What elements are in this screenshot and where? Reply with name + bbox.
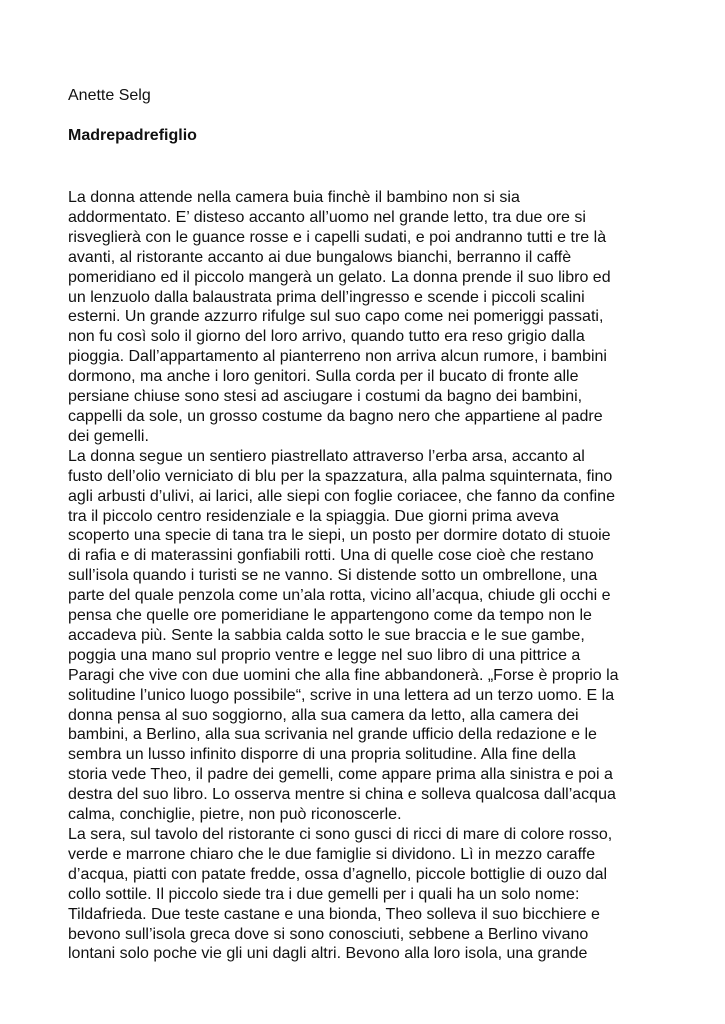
document-page	[68, 86, 668, 964]
text-line: bevono sull’isola greca dove si sono conosciuti, sebbene a Berlino vivano	[68, 925, 589, 943]
text-line: agli arbusti d’ulivi, ai larici, alle siepi con foglie coriacee, che fanno da confine	[68, 487, 615, 505]
text-line: donna pensa al suo soggiorno, alla sua camera da letto, alla camera dei	[68, 706, 579, 724]
text-line: solitudine l’unico luogo possibile“, scrive in una lettera ad un terzo uomo. E la	[68, 686, 615, 704]
document-title: Madrepadrefiglio	[68, 127, 197, 144]
text-line: avanti, al ristorante accanto ai due bungalows bianchi, berranno il caffè	[68, 248, 572, 266]
text-line: poggia una mano sul proprio ventre e legge nel suo libro di una pittrice a	[68, 646, 581, 664]
text-line: storia vede Theo, il padre dei gemelli, come appare prima alla sinistra e poi a	[68, 766, 613, 784]
text-line: Paragi che vive con due uomini che alla fine abbandonerà. „Forse è proprio la	[68, 666, 619, 684]
text-line: sembra un lusso infinito disporre di una propria solitudine. Alla fine della	[68, 746, 576, 764]
text-line: dei gemelli.	[68, 427, 149, 445]
body-text	[68, 188, 668, 964]
text-line: bambini, a Berlino, alla sua scrivania nel grande ufficio della redazione e le	[68, 726, 597, 744]
text-line: fusto dell’olio verniciato di blu per la spazzatura, alla palma squinternata, fino	[68, 467, 613, 485]
text-line: sull’isola quando i turisti se ne vanno. Si distende sotto un ombrellone, una	[68, 567, 598, 585]
text-line: non fu così solo il giorno del loro arrivo, quando tutto era reso grigio dalla	[68, 328, 585, 346]
text-line: addormentato. E’ disteso accanto all’uomo nel grande letto, tra due ore si	[68, 208, 586, 226]
text-line: risveglierà con le guance rosse e i capelli sudati, e poi andranno tutti e tre là	[68, 228, 607, 246]
text-line: pensa che quelle ore pomeridiane le appartengono come da tempo non le	[68, 607, 592, 625]
text-line: dormono, ma anche i loro genitori. Sulla corda per il bucato di fronte alle	[68, 368, 579, 386]
text-line: La sera, sul tavolo del ristorante ci sono gusci di ricci di mare di colore rosso,	[68, 826, 613, 843]
text-line: Tildafrieda. Due teste castane e una bionda, Theo solleva il suo bicchiere e	[68, 905, 600, 923]
text-line: lontani solo poche vie gli uni dagli altri. Bevono alla loro isola, una grande	[68, 945, 588, 963]
text-line: collo sottile. Il piccolo siede tra i due gemelli per i quali ha un solo nome:	[68, 885, 580, 903]
text-line: La donna segue un sentiero piastrellato attraverso l’erba arsa, accanto al	[68, 447, 585, 465]
text-line: persiane chiuse sono stesi ad asciugare i costumi da bagno dei bambini,	[68, 388, 583, 406]
text-line: pioggia. Dall’appartamento al pianterreno non arriva alcun rumore, i bambini	[68, 348, 607, 366]
text-line: pomeridiano ed il piccolo mangerà un gelato. La donna prende il suo libro ed	[68, 268, 611, 286]
text-line: verde e marrone chiaro che le due famiglie si dividono. Lì in mezzo caraffe	[68, 845, 596, 863]
text-line: esterni. Un grande azzurro rifulge sul suo capo come nei pomeriggi passati,	[68, 308, 604, 326]
text-line: d’acqua, piatti con patate fredde, ossa d’agnello, piccole bottiglie di ouzo dal	[68, 865, 608, 883]
text-line: tra il piccolo centro residenziale e la spiaggia. Due giorni prima aveva	[68, 507, 559, 525]
text-line: calma, conchiglie, pietre, non può riconoscerle.	[68, 806, 402, 824]
text-line: un lenzuolo dalla balaustrata prima dell’ingresso e scende i piccoli scalini	[68, 288, 585, 306]
text-line: La donna attende nella camera buia finchè il bambino non si sia	[68, 189, 520, 206]
text-line: scoperto una specie di tana tra le siepi, un posto per dormire dotato di stuoie	[68, 527, 611, 545]
text-line: cappelli da sole, un grosso costume da bagno nero che appartiene al padre	[68, 407, 603, 425]
text-line: di rafia e di materassini gonfiabili rotti. Una di quelle cose cioè che restano	[68, 547, 594, 565]
text-line: parte del quale penzola come un’ala rotta, vicino all’acqua, chiude gli occhi e	[68, 587, 611, 605]
text-line: destra del suo libro. Lo osserva mentre si china e solleva qualcosa dall’acqua	[68, 786, 616, 804]
author-name: Anette Selg	[68, 87, 151, 104]
text-line: accadeva più. Sente la sabbia calda sotto le sue braccia e le sue gambe,	[68, 626, 585, 644]
